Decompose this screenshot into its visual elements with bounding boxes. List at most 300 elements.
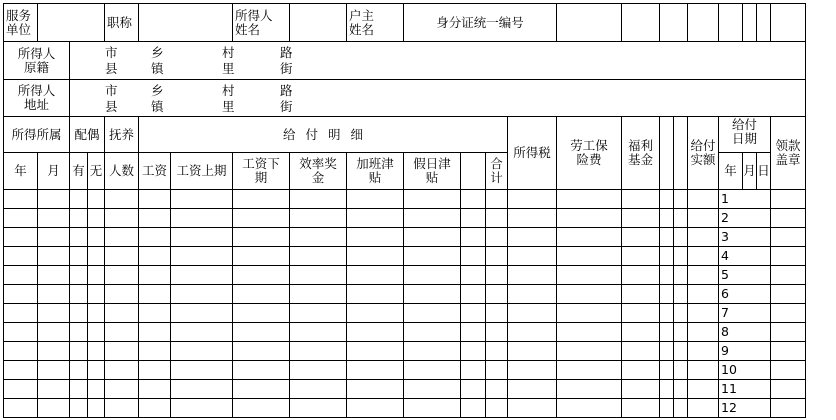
table-cell[interactable] (771, 247, 806, 266)
table-cell[interactable] (290, 399, 347, 418)
table-cell[interactable] (38, 209, 70, 228)
table-cell[interactable] (508, 247, 557, 266)
id-digit-6[interactable] (743, 4, 757, 42)
row-number: 1 (719, 190, 771, 209)
total-header: 合计 (486, 153, 508, 190)
table-cell[interactable] (461, 190, 486, 209)
table-cell[interactable] (674, 304, 688, 323)
table-cell[interactable] (70, 266, 88, 285)
receipt-seal-header: 领款盖章 (771, 117, 806, 190)
table-cell[interactable] (461, 266, 486, 285)
table-cell[interactable] (486, 304, 508, 323)
id-digit-4[interactable] (688, 4, 719, 42)
id-digit-5[interactable] (719, 4, 743, 42)
table-cell[interactable] (508, 323, 557, 342)
row-number: 4 (719, 247, 771, 266)
table-cell[interactable] (508, 304, 557, 323)
table-cell[interactable] (233, 266, 290, 285)
table-cell[interactable] (290, 266, 347, 285)
table-cell[interactable] (557, 285, 622, 304)
table-cell[interactable] (688, 380, 719, 399)
table-cell[interactable] (622, 323, 660, 342)
table-cell[interactable] (290, 247, 347, 266)
table-cell[interactable] (486, 380, 508, 399)
table-cell[interactable] (347, 190, 404, 209)
address-road: 路 (280, 82, 293, 98)
table-cell[interactable] (38, 323, 70, 342)
table-row (4, 285, 806, 304)
table-cell[interactable] (688, 361, 719, 380)
table-cell[interactable] (674, 266, 688, 285)
title-field[interactable] (139, 4, 233, 42)
table-cell[interactable] (139, 190, 171, 209)
table-cell[interactable] (347, 209, 404, 228)
taxpayer-name-label: 所得人姓名 (233, 4, 290, 42)
table-cell[interactable] (4, 266, 38, 285)
table-row (4, 323, 806, 342)
labor-insurance-header: 劳工保险费 (557, 117, 622, 190)
payment-date-header: 给付日期 (719, 117, 771, 153)
table-cell[interactable] (508, 266, 557, 285)
table-cell[interactable] (171, 380, 233, 399)
table-cell[interactable] (688, 228, 719, 247)
table-cell[interactable] (660, 285, 674, 304)
table-cell[interactable] (88, 361, 105, 380)
table-cell[interactable] (622, 266, 660, 285)
table-cell[interactable] (290, 323, 347, 342)
table-cell[interactable] (171, 209, 233, 228)
table-cell[interactable] (622, 399, 660, 418)
table-cell[interactable] (486, 285, 508, 304)
table-cell[interactable] (70, 190, 88, 209)
table-cell[interactable] (557, 228, 622, 247)
table-cell[interactable] (139, 266, 171, 285)
table-cell[interactable] (622, 247, 660, 266)
table-cell[interactable] (233, 228, 290, 247)
table-cell[interactable] (660, 247, 674, 266)
table-cell[interactable] (233, 380, 290, 399)
table-cell[interactable] (88, 247, 105, 266)
table-cell[interactable] (674, 247, 688, 266)
table-cell[interactable] (38, 247, 70, 266)
table-cell[interactable] (347, 399, 404, 418)
table-cell[interactable] (38, 342, 70, 361)
pay-day-header: 日 (757, 153, 771, 190)
table-cell[interactable] (233, 323, 290, 342)
table-cell[interactable] (70, 323, 88, 342)
table-cell[interactable] (508, 380, 557, 399)
table-cell[interactable] (404, 209, 461, 228)
id-digit-1[interactable] (557, 4, 622, 42)
table-cell[interactable] (290, 190, 347, 209)
row-number: 5 (719, 266, 771, 285)
table-cell[interactable] (347, 266, 404, 285)
table-cell[interactable] (347, 304, 404, 323)
table-cell[interactable] (557, 342, 622, 361)
table-cell[interactable] (486, 247, 508, 266)
table-cell[interactable] (674, 323, 688, 342)
month-header: 月 (38, 153, 70, 190)
table-cell[interactable] (461, 380, 486, 399)
spouse-header: 配偶 (70, 117, 105, 153)
table-cell[interactable] (38, 190, 70, 209)
table-cell[interactable] (622, 190, 660, 209)
table-cell[interactable] (557, 247, 622, 266)
table-cell[interactable] (674, 285, 688, 304)
year-header: 年 (4, 153, 38, 190)
table-cell[interactable] (461, 399, 486, 418)
table-cell[interactable] (404, 380, 461, 399)
table-cell[interactable] (461, 285, 486, 304)
table-row (4, 304, 806, 323)
table-cell[interactable] (660, 266, 674, 285)
table-cell[interactable] (486, 399, 508, 418)
table-cell[interactable] (557, 399, 622, 418)
table-row (4, 190, 806, 209)
table-cell[interactable] (486, 266, 508, 285)
table-cell[interactable] (660, 190, 674, 209)
table-cell[interactable] (557, 190, 622, 209)
table-cell[interactable] (105, 323, 139, 342)
id-digit-2[interactable] (622, 4, 660, 42)
table-cell[interactable] (4, 380, 38, 399)
table-cell[interactable] (486, 228, 508, 247)
row-number: 7 (719, 304, 771, 323)
table-cell[interactable] (105, 228, 139, 247)
origin-village: 村 (222, 44, 235, 60)
table-cell[interactable] (171, 247, 233, 266)
address-town: 镇 (151, 98, 164, 114)
table-cell[interactable] (233, 361, 290, 380)
table-cell[interactable] (688, 323, 719, 342)
address-township: 乡 (151, 82, 164, 98)
table-cell[interactable] (404, 247, 461, 266)
table-cell[interactable] (290, 361, 347, 380)
table-cell[interactable] (347, 380, 404, 399)
table-cell[interactable] (88, 285, 105, 304)
table-cell[interactable] (88, 304, 105, 323)
table-cell[interactable] (771, 285, 806, 304)
payment-detail-header: 给 付 明 细 (139, 117, 508, 153)
table-cell[interactable] (771, 266, 806, 285)
table-cell[interactable] (486, 342, 508, 361)
table-cell[interactable] (688, 247, 719, 266)
spouse-yes-header: 有 (70, 153, 88, 190)
table-cell[interactable] (486, 323, 508, 342)
origin-row (4, 42, 806, 80)
table-cell[interactable] (622, 342, 660, 361)
table-cell[interactable] (171, 399, 233, 418)
table-cell[interactable] (660, 304, 674, 323)
table-cell[interactable] (771, 399, 806, 418)
table-cell[interactable] (4, 342, 38, 361)
table-cell[interactable] (38, 228, 70, 247)
table-cell[interactable] (4, 361, 38, 380)
salary-header: 工资 (139, 153, 171, 190)
table-cell[interactable] (88, 323, 105, 342)
table-cell[interactable] (38, 304, 70, 323)
table-cell[interactable] (347, 247, 404, 266)
table-cell[interactable] (508, 190, 557, 209)
table-cell[interactable] (4, 209, 38, 228)
table-cell[interactable] (139, 399, 171, 418)
table-cell[interactable] (557, 209, 622, 228)
table-cell[interactable] (171, 190, 233, 209)
table-cell[interactable] (4, 190, 38, 209)
table-cell[interactable] (38, 361, 70, 380)
table-cell[interactable] (38, 266, 70, 285)
table-cell[interactable] (404, 342, 461, 361)
table-cell[interactable] (622, 209, 660, 228)
table-cell[interactable] (674, 342, 688, 361)
table-cell[interactable] (771, 380, 806, 399)
table-cell[interactable] (660, 209, 674, 228)
table-cell[interactable] (171, 266, 233, 285)
table-cell[interactable] (557, 266, 622, 285)
table-cell[interactable] (404, 323, 461, 342)
table-cell[interactable] (290, 228, 347, 247)
table-cell[interactable] (404, 285, 461, 304)
origin-town: 镇 (151, 60, 164, 76)
address-row (4, 80, 806, 117)
table-cell[interactable] (771, 361, 806, 380)
table-cell[interactable] (557, 361, 622, 380)
table-cell[interactable] (4, 285, 38, 304)
table-cell[interactable] (70, 399, 88, 418)
table-cell[interactable] (4, 323, 38, 342)
overtime-allowance-header: 加班津贴 (347, 153, 404, 190)
origin-field[interactable] (70, 42, 806, 80)
table-cell[interactable] (771, 228, 806, 247)
table-cell[interactable] (461, 304, 486, 323)
table-cell[interactable] (660, 361, 674, 380)
table-cell[interactable] (771, 304, 806, 323)
table-cell[interactable] (771, 342, 806, 361)
table-cell[interactable] (688, 399, 719, 418)
header-row (4, 4, 806, 42)
taxpayer-name-field[interactable] (290, 4, 347, 42)
table-cell[interactable] (88, 266, 105, 285)
table-cell[interactable] (171, 323, 233, 342)
table-cell[interactable] (139, 247, 171, 266)
table-cell[interactable] (290, 304, 347, 323)
table-cell[interactable] (105, 285, 139, 304)
table-cell[interactable] (105, 209, 139, 228)
table-cell[interactable] (622, 380, 660, 399)
table-cell[interactable] (233, 304, 290, 323)
table-cell[interactable] (557, 380, 622, 399)
table-cell[interactable] (88, 209, 105, 228)
table-cell[interactable] (660, 323, 674, 342)
table-cell[interactable] (88, 190, 105, 209)
table-row (4, 209, 806, 228)
table-cell[interactable] (622, 304, 660, 323)
table-cell[interactable] (139, 285, 171, 304)
table-cell[interactable] (105, 304, 139, 323)
table-cell[interactable] (38, 285, 70, 304)
table-cell[interactable] (557, 323, 622, 342)
table-row (4, 399, 806, 418)
id-digit-3[interactable] (660, 4, 688, 42)
table-cell[interactable] (88, 342, 105, 361)
table-cell[interactable] (139, 304, 171, 323)
table-cell[interactable] (771, 209, 806, 228)
id-number-label: 身分证统一编号 (404, 4, 557, 42)
table-cell[interactable] (233, 285, 290, 304)
table-cell[interactable] (70, 342, 88, 361)
table-cell[interactable] (622, 361, 660, 380)
table-cell[interactable] (233, 399, 290, 418)
table-cell[interactable] (347, 361, 404, 380)
row-number: 12 (719, 399, 771, 418)
table-cell[interactable] (461, 361, 486, 380)
table-cell[interactable] (347, 228, 404, 247)
table-cell[interactable] (105, 190, 139, 209)
blank-col-a (660, 117, 674, 190)
table-cell[interactable] (771, 190, 806, 209)
table-cell[interactable] (688, 342, 719, 361)
address-field[interactable] (70, 80, 806, 117)
address-county: 县 (105, 98, 118, 114)
table-cell[interactable] (461, 342, 486, 361)
table-cell[interactable] (486, 209, 508, 228)
table-cell[interactable] (486, 361, 508, 380)
table-cell[interactable] (70, 228, 88, 247)
table-cell[interactable] (290, 342, 347, 361)
table-cell[interactable] (660, 342, 674, 361)
table-cell[interactable] (674, 380, 688, 399)
table-cell[interactable] (347, 285, 404, 304)
table-cell[interactable] (404, 228, 461, 247)
table-cell[interactable] (171, 285, 233, 304)
table-cell[interactable] (38, 380, 70, 399)
table-cell[interactable] (105, 361, 139, 380)
table-cell[interactable] (4, 304, 38, 323)
table-cell[interactable] (70, 380, 88, 399)
table-cell[interactable] (233, 209, 290, 228)
table-cell[interactable] (660, 380, 674, 399)
table-cell[interactable] (622, 228, 660, 247)
table-cell[interactable] (70, 285, 88, 304)
table-row (4, 380, 806, 399)
address-city: 市 (105, 82, 118, 98)
table-cell[interactable] (290, 209, 347, 228)
table-cell[interactable] (233, 247, 290, 266)
origin-county: 县 (105, 60, 118, 76)
table-cell[interactable] (347, 323, 404, 342)
id-digit-7[interactable] (757, 4, 771, 42)
table-cell[interactable] (105, 247, 139, 266)
table-cell[interactable] (139, 342, 171, 361)
table-cell[interactable] (674, 399, 688, 418)
table-cell[interactable] (508, 209, 557, 228)
table-cell[interactable] (233, 342, 290, 361)
table-cell[interactable] (660, 399, 674, 418)
table-cell[interactable] (461, 228, 486, 247)
table-cell[interactable] (404, 361, 461, 380)
table-cell[interactable] (171, 342, 233, 361)
table-cell[interactable] (508, 342, 557, 361)
table-cell[interactable] (674, 190, 688, 209)
table-cell[interactable] (70, 209, 88, 228)
table-cell[interactable] (404, 399, 461, 418)
table-cell[interactable] (88, 228, 105, 247)
table-cell[interactable] (105, 266, 139, 285)
table-cell[interactable] (88, 380, 105, 399)
table-cell[interactable] (105, 399, 139, 418)
table-cell[interactable] (70, 304, 88, 323)
table-cell[interactable] (4, 228, 38, 247)
table-cell[interactable] (688, 304, 719, 323)
origin-city: 市 (105, 44, 118, 60)
table-cell[interactable] (674, 228, 688, 247)
table-cell[interactable] (461, 209, 486, 228)
table-cell[interactable] (660, 228, 674, 247)
table-cell[interactable] (404, 304, 461, 323)
title-label: 职称 (105, 4, 139, 42)
efficiency-bonus-header: 效率奖金 (290, 153, 347, 190)
service-unit-field[interactable] (38, 4, 105, 42)
table-cell[interactable] (4, 247, 38, 266)
table-cell[interactable] (105, 342, 139, 361)
table-cell[interactable] (171, 228, 233, 247)
table-cell[interactable] (622, 285, 660, 304)
table-cell[interactable] (688, 190, 719, 209)
table-cell[interactable] (771, 323, 806, 342)
table-cell[interactable] (171, 304, 233, 323)
table-cell[interactable] (139, 209, 171, 228)
table-cell[interactable] (290, 285, 347, 304)
table-cell[interactable] (290, 380, 347, 399)
row-number: 8 (719, 323, 771, 342)
table-cell[interactable] (105, 380, 139, 399)
table-cell[interactable] (139, 323, 171, 342)
table-cell[interactable] (88, 399, 105, 418)
table-cell[interactable] (38, 399, 70, 418)
table-cell[interactable] (674, 361, 688, 380)
table-cell[interactable] (347, 342, 404, 361)
table-cell[interactable] (171, 361, 233, 380)
table-cell[interactable] (461, 323, 486, 342)
table-cell[interactable] (557, 304, 622, 323)
blank-col-b (674, 117, 688, 190)
origin-label: 所得人原籍 (4, 42, 70, 80)
table-cell[interactable] (70, 361, 88, 380)
table-cell[interactable] (404, 266, 461, 285)
table-cell[interactable] (139, 228, 171, 247)
id-digit-8[interactable] (771, 4, 806, 42)
table-cell[interactable] (461, 247, 486, 266)
welfare-fund-header: 福利基金 (622, 117, 660, 190)
table-cell[interactable] (486, 190, 508, 209)
origin-road: 路 (280, 44, 293, 60)
table-cell[interactable] (508, 399, 557, 418)
table-cell[interactable] (508, 228, 557, 247)
table-cell[interactable] (139, 361, 171, 380)
table-cell[interactable] (674, 209, 688, 228)
table-cell[interactable] (508, 285, 557, 304)
table-cell[interactable] (688, 285, 719, 304)
table-cell[interactable] (404, 190, 461, 209)
income-period-header: 所得所属 (4, 117, 70, 153)
table-cell[interactable] (139, 380, 171, 399)
table-cell[interactable] (4, 399, 38, 418)
table-cell[interactable] (70, 247, 88, 266)
table-cell[interactable] (688, 209, 719, 228)
table-cell[interactable] (688, 266, 719, 285)
table-cell[interactable] (508, 361, 557, 380)
table-cell[interactable] (233, 190, 290, 209)
